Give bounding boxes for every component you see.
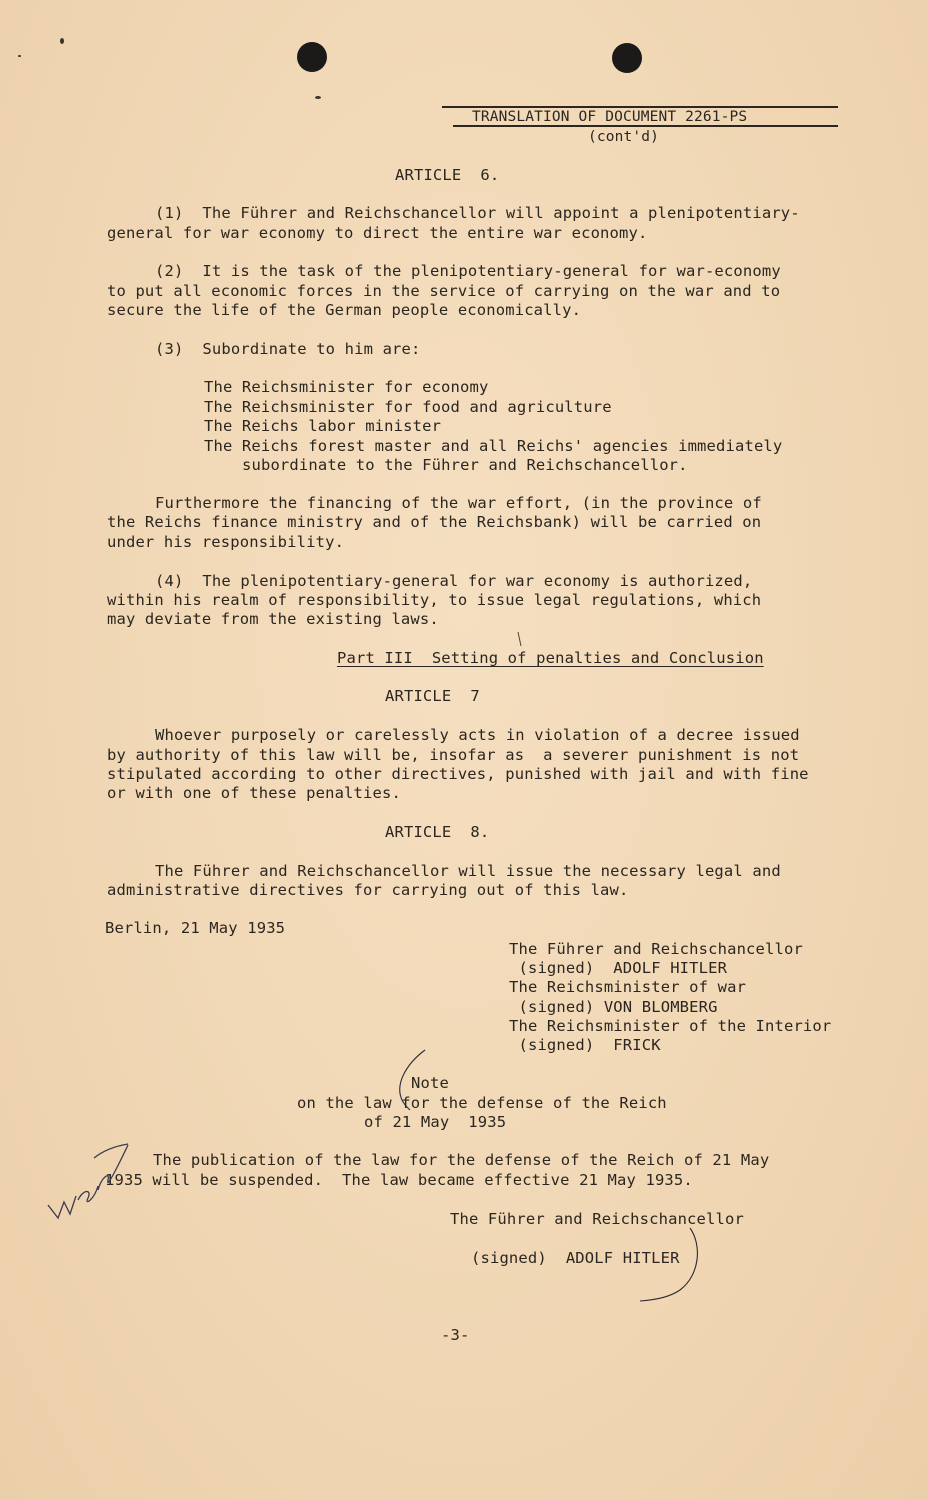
signature-line: The Reichsminister of the Interior [509,1017,832,1035]
pencil-tick [518,632,521,646]
subordinate-list-item: The Reichs labor minister [204,417,442,435]
document-subtitle: (cont'd) [588,129,660,145]
note-body-line-2: 1935 will be suspended. The law became effective 21 May 1935. [105,1171,693,1189]
page-number: -3- [441,1326,470,1344]
subordinate-list-item: The Reichsminister for food and agriculture [204,398,612,416]
article-7-line-3: stipulated according to other directives, punished with jail and with fine [107,765,809,783]
signature-line: The Reichsminister of war [509,978,747,996]
article-6-para-2-line-2: to put all economic forces in the service of carrying on the war and to [107,282,781,300]
article-6-para-1-line-1: (1) The Führer and Reichschancellor will appoint a plenipotentiary- [155,204,800,222]
article-6-para-5-line-2: within his realm of responsibility, to issue legal regulations, which [107,591,762,609]
note-signature-name: (signed) ADOLF HITLER [471,1249,680,1267]
ink-speck [18,55,21,57]
article-6-para-2-line-3: secure the life of the German people economically. [107,301,582,319]
article-6-para-4-line-1: Furthermore the financing of the war effort, (in the province of [155,494,762,512]
subordinate-list-item: The Reichs forest master and all Reichs' agencies immediately [204,437,783,455]
punch-hole-left [297,42,327,72]
article-6-para-3: (3) Subordinate to him are: [155,340,421,358]
article-6-para-2-line-1: (2) It is the task of the plenipotentiary-general for war-economy [155,262,781,280]
ink-speck [315,96,321,99]
article-6-para-1-line-2: general for war economy to direct the entire war economy. [107,224,648,242]
subordinate-list-item: subordinate to the Führer and Reichschancellor. [242,456,688,474]
ink-speck [60,38,64,44]
article-8-line-1: The Führer and Reichschancellor will issue the necessary legal and [155,862,781,880]
article-6-para-4-line-2: the Reichs finance ministry and of the Reichsbank) will be carried on [107,513,762,531]
note-date: of 21 May 1935 [364,1113,507,1131]
signature-line: (signed) VON BLOMBERG [509,998,718,1016]
subordinate-list-item: The Reichsminister for economy [204,378,489,396]
article-7-line-4: or with one of these penalties. [107,784,401,802]
article-6-para-5-line-3: may deviate from the existing laws. [107,610,439,628]
note-subject: on the law for the defense of the Reich [297,1094,667,1112]
article-6-para-5-line-1: (4) The plenipotentiary-general for war economy is authorized, [155,572,753,590]
note-signature-title: The Führer and Reichschancellor [450,1210,744,1228]
signature-line: (signed) ADOLF HITLER [509,959,728,977]
signature-line: (signed) FRICK [509,1036,661,1054]
article-7-line-1: Whoever purposely or carelessly acts in violation of a decree issued [155,726,800,744]
article-8-heading: ARTICLE 8. [385,823,490,841]
note-title: Note [411,1074,449,1092]
article-6-para-4-line-3: under his responsibility. [107,533,345,551]
article-6-heading: ARTICLE 6. [395,166,500,184]
document-title: TRANSLATION OF DOCUMENT 2261-PS [472,109,748,125]
signature-line: The Führer and Reichschancellor [509,940,803,958]
header-rule-bottom [453,125,838,127]
note-body-line-1: The publication of the law for the defense of the Reich of 21 May [153,1151,770,1169]
article-8-line-2: administrative directives for carrying out of this law. [107,881,629,899]
article-7-heading: ARTICLE 7 [385,687,480,705]
place-date: Berlin, 21 May 1935 [105,919,286,937]
punch-hole-right [612,43,642,73]
part-3-heading: Part III Setting of penalties and Conclusion [337,649,764,667]
article-7-line-2: by authority of this law will be, insofar as a severer punishment is not [107,746,800,764]
